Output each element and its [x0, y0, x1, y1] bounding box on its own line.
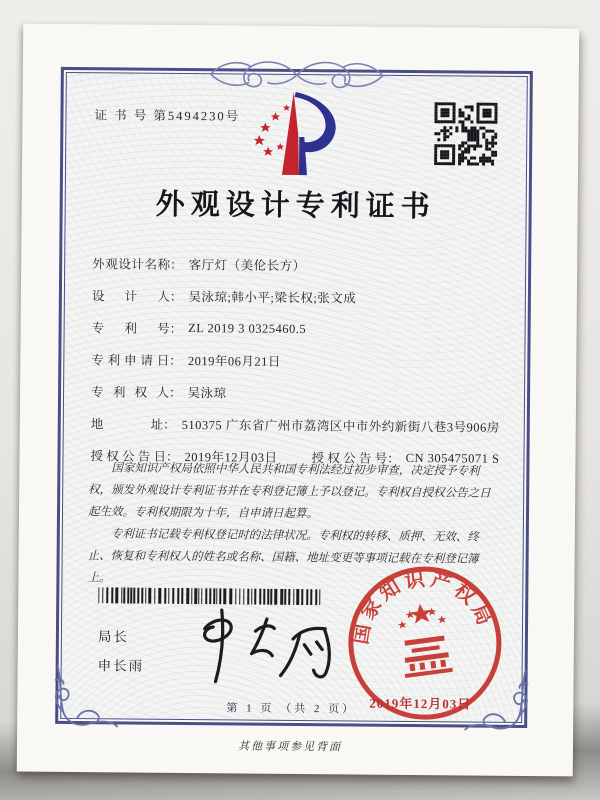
commissioner-title: 局长 [97, 629, 129, 645]
field-label: 授权公告号 [311, 451, 388, 466]
field-label: 专利权人 [90, 385, 170, 400]
qr-code-icon [434, 102, 498, 166]
field-address: 地址 ： 510375 广东省广州市荔湾区中市外约新街八巷3号906房 [91, 407, 500, 443]
page-number: 第 1 页 （共 2 页） [226, 702, 357, 716]
field-value: 2019年12月03日 [184, 450, 278, 465]
field-label: 设计人 [91, 289, 170, 304]
field-value: 吴泳琼 [187, 386, 227, 401]
field-list [90, 247, 501, 475]
field-label: 授权公告日 [90, 449, 167, 464]
field-patentee: 专利权人 ： 吴泳琼 [91, 375, 500, 411]
back-note: 其他事项参见背面 [237, 740, 343, 754]
field-label: 专利号 [91, 321, 170, 336]
legal-paragraph: 专利证书记载专利权登记时的法律状况。专利权的转移、质押、无效、终止、恢复和专利权人的姓名或名称、国籍、地址变更等事项记载在专利登记簿上。 [87, 528, 479, 585]
field-value: 510375 广东省广州市荔湾区中市外约新街八巷3号906房 [181, 417, 500, 435]
svg-text:国家知识产权局 [341, 559, 499, 649]
field-grant-row: 授权公告日 ： 2019年12月03日 授权公告号 ： CN 305475071 S [90, 439, 499, 475]
field-patent-number: 专利号 ： ZL 2019 3 0325460.5 [91, 311, 500, 347]
field-label: 地址 [90, 417, 164, 432]
commissioner-block [98, 625, 145, 683]
legal-paragraph: 国家知识产权局依照中华人民共和国专利法经过初步审查，决定授予专利权，颁发外观设计专利证书并在专利登记簿上予以登记。专利权自授权公告之日起生效。专利权期限为十年，自申请日起算。 [87, 462, 491, 521]
field-value: ZL 2019 3 0325460.5 [188, 320, 307, 336]
field-design-name: 外观设计名称 ： 客厅灯（美伦长方） [92, 247, 501, 283]
seal-date: 2019年12月03日 [369, 695, 472, 712]
field-value: CN 305475071 S [405, 450, 500, 466]
field-application-date: 专利申请日 ： 2019年06月21日 [91, 343, 500, 379]
field-label: 专利申请日 [91, 353, 170, 368]
field-value: 2019年06月21日 [187, 354, 281, 369]
certificate-frame [60, 72, 528, 723]
field-value: 吴泳琼;韩小平;梁长权;张文成 [188, 290, 357, 306]
commissioner-signature [183, 602, 344, 691]
certificate-title: 外观设计专利证书 [155, 188, 436, 224]
certificate-number: 证 书 号 第5494230号 [94, 108, 241, 124]
seal-agency-text: 国家知识产权局 [349, 568, 498, 646]
field-value: 客厅灯（美伦长方） [188, 258, 306, 274]
certificate-paper [17, 24, 580, 777]
patent-office-logo-icon [246, 87, 347, 184]
commissioner-name: 申长雨 [97, 658, 145, 674]
field-label: 外观设计名称 [92, 257, 171, 272]
field-designers: 设计人 ： 吴泳琼;韩小平;梁长权;张文成 [92, 279, 501, 315]
